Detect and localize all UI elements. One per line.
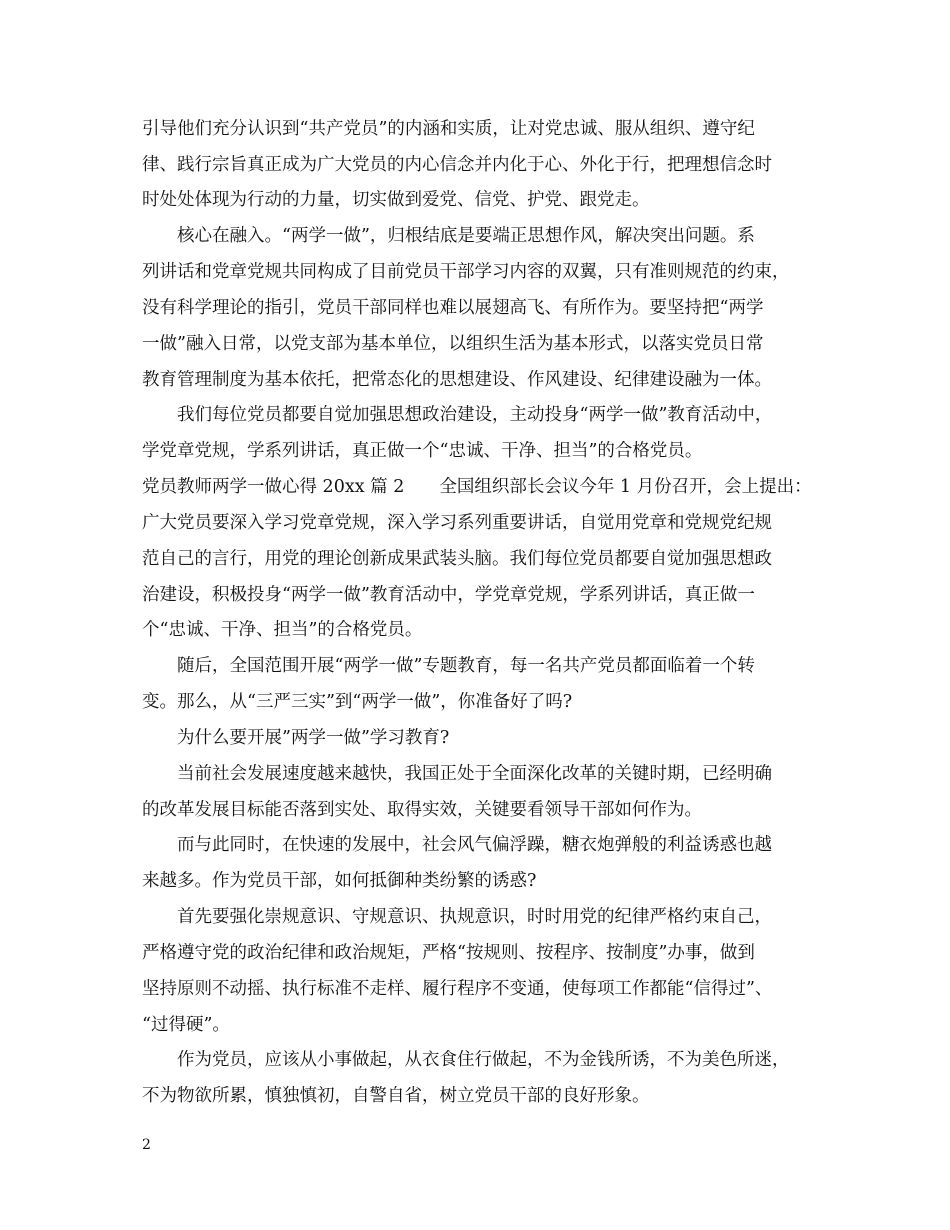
text-line: 来越多。作为党员干部，如何抵御种类纷繁的诱惑? [142, 871, 537, 891]
text-line: 时处处体现为行动的力量，切实做到爱党、信党、护党、跟党走。 [142, 190, 650, 210]
text-line: 范自己的言行，用党的理论创新成果武装头脑。我们每位党员都要自觉加强思想政 [142, 549, 772, 569]
text-line: 治建设，积极投身“两学一做”教育活动中，学党章党规，学系列讲话，真正做一 [142, 585, 755, 605]
paragraph-first-line: 随后，全国范围开展“两学一做”专题教育，每一名共产党员都面临着一个转 [177, 656, 755, 676]
paragraph-first-line: 首先要强化崇规意识、守规意识、执规意识，时时用党的纪律严格约束自己， [177, 907, 772, 927]
text-line: 不为物欲所累，慎独慎初，自警自省，树立党员干部的良好形象。 [142, 1086, 650, 1106]
text-line: 学党章党规，学系列讲话，真正做一个“忠诚、干净、担当”的合格党员。 [142, 441, 703, 461]
section-heading-line: 党员教师两学一做心得 20xx 篇 2 全国组织部长会议今年 1 月份召开，会上提出： [142, 477, 812, 497]
text-line: 严格遵守党的政治纪律和政治规矩，严格“按规则、按程序、按制度”办事，做到 [142, 943, 755, 963]
text-line: 变。那么，从“三严三实”到“两学一做”，你准备好了吗? [142, 692, 573, 712]
question-line: 为什么要开展”两学一做”学习教育? [177, 728, 450, 748]
text-line: 引导他们充分认识到“共产党员”的内涵和实质，让对党忠诚、服从组织、遵守纪 [142, 119, 755, 139]
text-line: 律、践行宗旨真正成为广大党员的内心信念并内化于心、外化于行，把理想信念时 [142, 155, 772, 175]
text-line: 一做”融入日常，以党支部为基本单位，以组织生活为基本形式，以落实党员日常 [142, 334, 764, 354]
text-line: 教育管理制度为基本依托，把常态化的思想建设、作风建设、纪律建设融为一体。 [142, 370, 772, 390]
text-line: “过得硬”。 [142, 1015, 230, 1035]
paragraph-first-line: 核心在融入。“两学一做”，归根结底是要端正思想作风，解决突出问题。系 [177, 226, 755, 246]
text-line: 没有科学理论的指引，党员干部同样也难以展翅高飞、有所作为。要坚持把“两学 [142, 298, 764, 318]
paragraph-first-line: 作为党员，应该从小事做起，从衣食住行做起，不为金钱所诱，不为美色所迷， [177, 1050, 790, 1070]
text-line: 个“忠诚、干净、担当”的合格党员。 [142, 620, 423, 640]
paragraph-first-line: 而与此同时，在快速的发展中，社会风气偏浮躁，糖衣炮弹般的利益诱惑也越 [177, 835, 772, 855]
page-number: 2 [142, 1137, 151, 1153]
text-line: 列讲话和党章党规共同构成了目前党员干部学习内容的双翼，只有准则规范的约束， [142, 262, 790, 282]
text-line: 的改革发展目标能否落到实处、取得实效，关键要看领导干部如何作为。 [142, 800, 702, 820]
text-line: 广大党员要深入学习党章党规，深入学习系列重要讲话，自觉用党章和党规党纪规 [142, 513, 772, 533]
paragraph-first-line: 当前社会发展速度越来越快，我国正处于全面深化改革的关键时期，已经明确 [177, 764, 772, 784]
text-line: 坚持原则不动摇、执行标准不走样、履行程序不变通，使每项工作都能“信得过”、 [142, 979, 773, 999]
paragraph-first-line: 我们每位党员都要自觉加强思想政治建设，主动投身“两学一做”教育活动中， [177, 405, 773, 425]
